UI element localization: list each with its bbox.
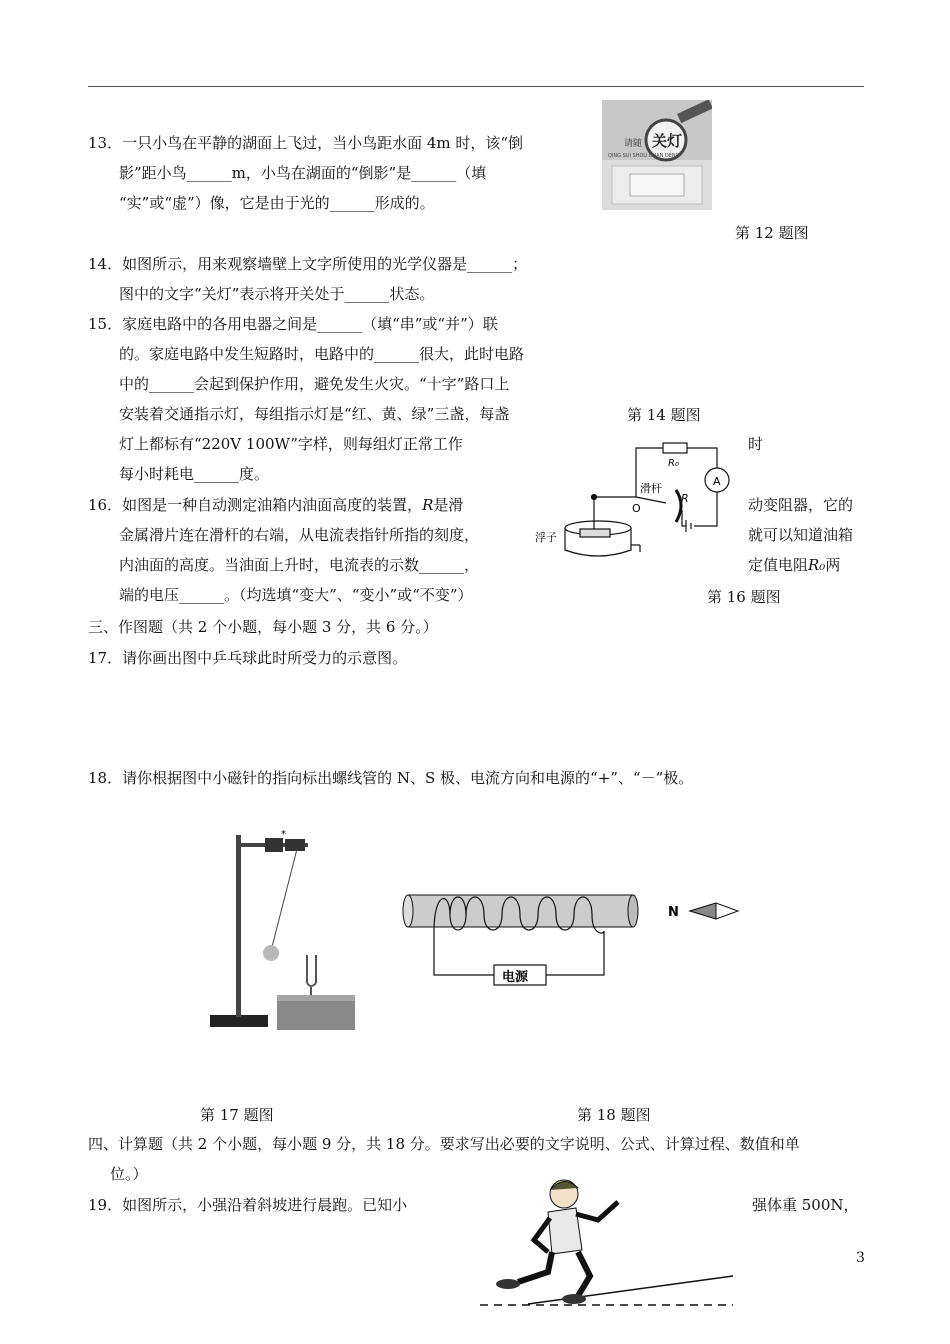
q15-line-6: 每小时耗电______度。 [119,465,270,483]
ammeter-label: A [713,475,721,488]
q15-line-3: 中的______会起到保护作用，避免发生火灾。“十字”路口上 [119,375,510,393]
power-label: 电源 [502,970,529,985]
ping-pong-ball [263,945,279,961]
q18-text: 18．请你根据图中小磁针的指向标出螺线管的 N、S 极、电流方向和电源的“+”、“－”极。 [88,769,694,787]
q17-text: 17．请你画出图中乒乓球此时所受力的示意图。 [88,649,408,667]
q16-line-2: 金属滑片连在滑杆的右端，从电流表指针所指的刻度， [119,526,480,544]
section-4-line-2: 位。） [110,1165,148,1183]
q16-line-3: 内油面的高度。当油面上升时，电流表的示数______， [119,556,480,574]
r0-label: R₀ [668,458,679,469]
q16-line-2-tail: 就可以知道油箱 [748,526,854,544]
q13-line-3: “实”或“虚”）像，它是由于光的______形成的。 [119,194,435,212]
q14-line-2: 图中的文字“关灯”表示将开关处于______状态。 [119,285,435,303]
figure-17 [205,825,365,1035]
q16-line-4: 端的电压______。（均选填“变大”、“变小”或“不变”） [119,586,473,604]
figure-17-caption: 第 17 题图 [200,1106,274,1124]
svg-text:*: * [281,829,286,840]
figure-18-caption: 第 18 题图 [577,1106,651,1124]
float-label: 浮子 [535,531,557,544]
q16-line-1-tail: 动变阻器，它的 [748,496,854,514]
page-number: 3 [856,1250,865,1266]
o-label: O [632,502,641,515]
section-4-line-1: 四、计算题（共 2 个小题，每小题 9 分，共 18 分。要求写出必要的文字说明、公式、计算过程、数值和单 [88,1135,800,1153]
q15-line-4: 安装着交通指示灯，每组指示灯是“红、黄、绿”三盏，每盏 [119,405,510,423]
slider-label: 滑杆 [640,482,662,495]
q16-line-3c: 定值电阻 [748,556,809,574]
q15-line-2: 的。家庭电路中发生短路时，电路中的______很大，此时电路 [119,345,525,363]
q16-line-1 [88,490,463,520]
figure-19-runner [478,1172,738,1312]
sign-prefix: 请随 [624,139,643,149]
q16-line-3d: 两 [825,556,841,574]
q16-line-1b: 是滑 [433,496,464,514]
figure-12-caption: 第 12 题图 [735,224,809,242]
sign-text: 关灯 [652,132,683,150]
magnetic-needle [690,903,716,919]
section-3-title: 三、作图题（共 2 个小题，每小题 3 分，共 6 分。） [88,618,438,636]
q16-r0-symbol: R₀ [808,556,826,574]
q16-r-symbol: R [422,496,434,514]
q16-line-1a: 16．如图是一种自动测定油箱内油面高度的装置， [88,496,423,514]
figure-16-circuit [530,440,740,575]
figure-14-caption: 第 14 题图 [627,406,701,424]
figure-12-photo [602,100,712,210]
figure-16-caption: 第 16 题图 [707,588,781,606]
q15-line-5-tail: 时 [748,435,764,453]
sign-pinyin: QING SUI SHOU GUAN DENG [608,153,680,159]
q13-line-2: 影”距小鸟______m，小鸟在湖面的“倒影”是______（填 [119,164,487,182]
header-rule [88,86,864,87]
q16-line-3-tail [748,550,840,580]
q13-line-1: 13．一只小鸟在平静的湖面上飞过，当小鸟距水面 4m 时，该“倒 [88,134,524,152]
figure-18 [398,885,758,995]
q19-right: 强体重 500N， [752,1196,859,1214]
q14-line-1: 14．如图所示，用来观察墙壁上文字所使用的光学仪器是______； [88,255,528,273]
q19-left: 19．如图所示，小强沿着斜坡进行晨跑。已知小 [88,1196,408,1214]
r-label: R [681,492,689,505]
needle-n-label: N [668,905,679,920]
q15-line-5: 灯上都标有“220V 100W”字样，则每组灯正常工作 [119,435,463,453]
q15-line-1: 15．家庭电路中的各用电器之间是______（填“串”或“并”）联 [88,315,498,333]
